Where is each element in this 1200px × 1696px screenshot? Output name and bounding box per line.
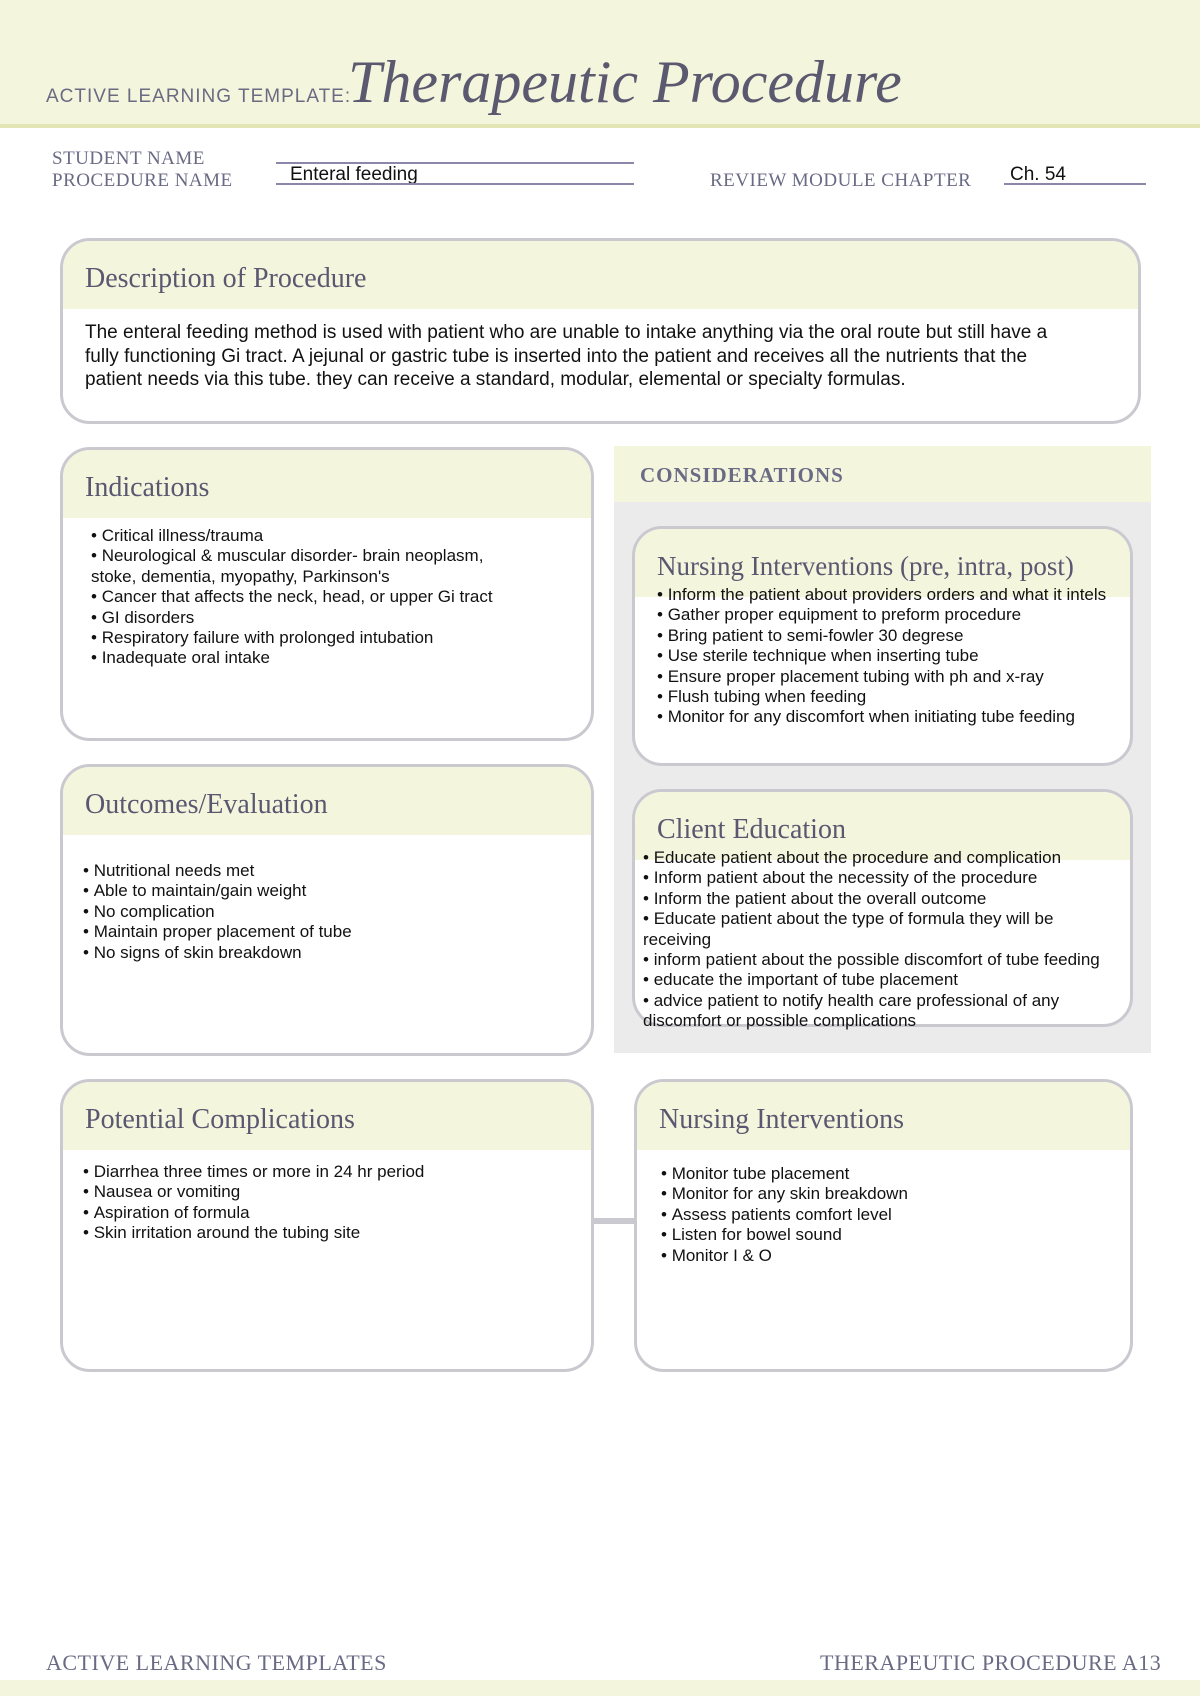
- review-chapter-value[interactable]: Ch. 54: [1010, 164, 1066, 185]
- list-item: • Cancer that affects the neck, head, or upper Gi tract: [91, 587, 531, 607]
- list-item: • Nutritional needs met: [83, 861, 569, 881]
- list-item: • Monitor for any discomfort when initiating tube feeding: [657, 707, 1116, 727]
- nursing-interventions-list: [661, 1164, 1108, 1266]
- list-item: • educate the important of tube placement: [643, 970, 1116, 990]
- list-item: • Critical illness/trauma: [91, 526, 531, 546]
- list-item: • Inform patient about the necessity of the procedure: [643, 868, 1116, 888]
- list-item: • Aspiration of formula: [83, 1203, 569, 1223]
- list-item: • No complication: [83, 902, 569, 922]
- nursing-interventions-prepost-card: [632, 526, 1133, 766]
- footer-right: THERAPEUTIC PROCEDURE A13: [820, 1650, 1162, 1675]
- list-item: • Assess patients comfort level: [661, 1205, 1108, 1225]
- considerations-title: CONSIDERATIONS: [614, 446, 1151, 502]
- list-item: • Inform the patient about providers orders and what it intels: [657, 585, 1116, 605]
- client-education-title: Client Education: [635, 792, 1130, 860]
- list-item: • inform patient about the possible discomfort of tube feeding: [643, 950, 1116, 970]
- student-name-label: STUDENT NAME: [52, 148, 205, 169]
- list-item: • Bring patient to semi-fowler 30 degrese: [657, 626, 1116, 646]
- nursing-interventions-title: Nursing Interventions: [637, 1082, 1130, 1150]
- list-item: • Educate patient about the procedure and complication: [643, 848, 1116, 868]
- list-item: • Diarrhea three times or more in 24 hr period: [83, 1162, 569, 1182]
- review-chapter-label: REVIEW MODULE CHAPTER: [710, 170, 972, 191]
- list-item: • Monitor I & O: [661, 1246, 1108, 1266]
- list-item: • Educate patient about the type of formula they will be receiving: [643, 909, 1116, 950]
- procedure-name-line: [276, 183, 634, 185]
- list-item: • Neurological & muscular disorder- brain neoplasm, stoke, dementia, myopathy, Parkinson's: [91, 546, 531, 587]
- procedure-name-value[interactable]: Enteral feeding: [290, 164, 418, 185]
- list-item: • Listen for bowel sound: [661, 1225, 1108, 1245]
- list-item: • Monitor for any skin breakdown: [661, 1184, 1108, 1204]
- list-item: • Ensure proper placement tubing with ph and x-ray: [657, 667, 1116, 687]
- outcomes-card: [60, 764, 594, 1056]
- footer-band: [0, 1680, 1200, 1696]
- list-item: • Monitor tube placement: [661, 1164, 1108, 1184]
- indications-title: Indications: [63, 450, 591, 518]
- nursing-interventions-prepost-title: Nursing Interventions (pre, intra, post): [635, 529, 1130, 597]
- list-item: • Use sterile technique when inserting tube: [657, 646, 1116, 666]
- list-item: • advice patient to notify health care professional of any discomfort or possible complications: [643, 991, 1116, 1032]
- nursing-interventions-card: [634, 1079, 1133, 1372]
- list-item: • Nausea or vomiting: [83, 1182, 569, 1202]
- header-prefix: ACTIVE LEARNING TEMPLATE:: [46, 86, 352, 107]
- procedure-name-label: PROCEDURE NAME: [52, 170, 233, 191]
- list-item: • Flush tubing when feeding: [657, 687, 1116, 707]
- outcomes-list: [83, 861, 569, 963]
- list-item: • Skin irritation around the tubing site: [83, 1223, 569, 1243]
- header-band: [0, 0, 1200, 128]
- complications-card: [60, 1079, 594, 1372]
- list-item: • Maintain proper placement of tube: [83, 922, 569, 942]
- footer-left: ACTIVE LEARNING TEMPLATES: [46, 1650, 387, 1675]
- review-chapter-line: [1004, 183, 1146, 185]
- description-title: Description of Procedure: [63, 241, 1138, 309]
- list-item: • GI disorders: [91, 608, 531, 628]
- nursing-interventions-prepost-list: [657, 585, 1116, 728]
- outcomes-title: Outcomes/Evaluation: [63, 767, 591, 835]
- complications-list: [83, 1162, 569, 1244]
- indications-list: [91, 526, 531, 669]
- list-item: • Inform the patient about the overall outcome: [643, 889, 1116, 909]
- list-item: • Inadequate oral intake: [91, 648, 531, 668]
- client-education-card: [632, 789, 1133, 1031]
- connector-line: [593, 1218, 635, 1224]
- list-item: • Gather proper equipment to preform procedure: [657, 605, 1116, 625]
- client-education-list: [643, 848, 1116, 1032]
- complications-title: Potential Complications: [63, 1082, 591, 1150]
- page-title: Therapeutic Procedure: [348, 49, 902, 115]
- indications-card: [60, 447, 594, 741]
- list-item: • No signs of skin breakdown: [83, 943, 569, 963]
- description-card: [60, 238, 1141, 424]
- list-item: • Respiratory failure with prolonged intubation: [91, 628, 531, 648]
- list-item: • Able to maintain/gain weight: [83, 881, 569, 901]
- description-text: The enteral feeding method is used with patient who are unable to intake anything via the oral route but still have a fully functioning Gi tract. A jejunal or gastric tube is inserted into the patient and receives all the nutrients that the patient needs via this tube. they can receive a standard, modular, elemental or specialty formulas.: [85, 322, 1048, 390]
